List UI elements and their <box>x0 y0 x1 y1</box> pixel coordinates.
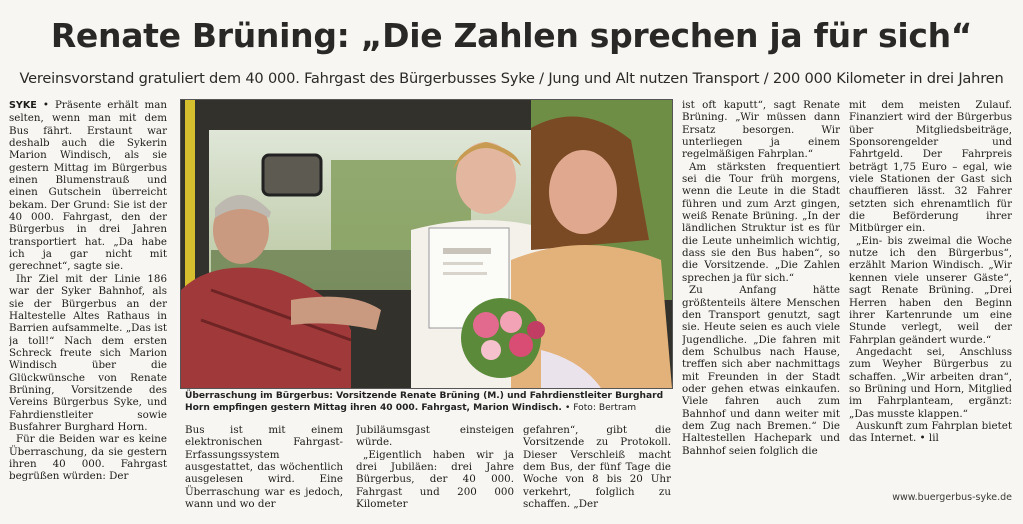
paragraph-text: Präsente erhält man selten, wenn man mit dem Bus fährt. Erstaunt war deshalb auch die Sykerin Marion Windisch, als sie gestern Mittag im Bürgerbus einen Blumenstrauß und einen Gutschein überreicht bekam. Der Grund: Sie ist der 40 000. Fahrgast, den der Bürgerbus in drei Jahren transportiert hat. „Da habe ich ja gar nicht mit gerechnet“, sagte sie. <box>9 99 167 273</box>
photo-caption <box>185 390 671 414</box>
article-paragraph: Auskunft zum Fahrplan bietet das Internet. • lil <box>849 419 1012 445</box>
article-paragraph: Ihr Ziel mit der Linie 186 war der Syker Bahnhof, als sie der Bürgerbus an der Haltestelle Altes Rathaus in Barrien aufsammelte. „Das ist ja toll!“ Nach dem ersten Schreck freute sich Marion Windisch über die Glückwünsche von Renate Brüning, Vorsitzende des Vereins Bürgerbus Syke, und Fahrdienstleiter sowie Busfahrer Burghard Horn. <box>9 272 167 433</box>
article-column-6 <box>849 99 1012 487</box>
bus-interior-photo <box>181 100 672 388</box>
article-paragraph: ist oft kaputt“, sagt Renate Brüning. „Wir müssen dann Ersatz besorgen. Wir unterliegen ja einem regelmäßigen Fahrplan.“ <box>682 99 840 161</box>
article-photo <box>180 99 673 389</box>
website-link[interactable]: www.buergerbus-syke.de <box>892 492 1012 503</box>
article-column-4 <box>523 424 671 514</box>
article-paragraph: Zu Anfang hätte größtenteils ältere Menschen den Transport genutzt, sagt sie. Heute seien es auch viele Jugendliche. „Die fahren mit dem Schulbus nach Hause, treffen sich aber nachmittags mit Freunden in der Stadt oder gehen etwas einkaufen. Viele fahren auch zum Bahnhof und dann weiter mit dem Zug nach Bremen.“ Die Haltestellen Hachepark und Bahnhof seien folglich die <box>682 284 840 457</box>
subheadline: Vereinsvorstand gratuliert dem 40 000. Fahrgast des Bürgerbusses Syke / Jung und Alt nutzen Transport / 200 000 Kilometer in drei Jahren <box>19 70 1004 87</box>
photo-credit: • Foto: Bertram <box>565 403 637 413</box>
dateline: SYKE <box>9 100 37 111</box>
article-paragraph: „Eigentlich haben wir ja drei Jubiläen: drei Jahre Bürgerbus, der 40 000. Fahrgast und 200 000 Kilometer <box>356 448 514 511</box>
article-column-2 <box>185 424 343 514</box>
article-paragraph: Am stärksten frequentiert sei die Tour früh morgens, wenn die Leute in die Stadt führen und zum Arzt gingen, weiß Renate Brüning. „In der ländlichen Struktur ist es für die Leute unheimlich wichtig, dass sie den Bus haben“, so die Vorsitzende. „Die Zahlen sprechen ja für sich.“ <box>682 160 840 284</box>
article-paragraph: Angedacht sei, Anschluss zum Weyher Bürgerbus zu schaffen. „Wir arbeiten dran“, so Brüning und Horn, Mitglied im Fahrplanteam, ergänzt: „Das musste klappen.“ <box>849 345 1012 420</box>
article-paragraph: „Ein- bis zweimal die Woche nutze ich den Bürgerbus“, erzählt Marion Windisch. „Wir kennen viele unserer Gäste“, sagt Renate Brüning. „Drei Herren haben den Beginn ihrer Kartenrunde um eine Stunde verlegt, weil der Fahrplan geändert wurde.“ <box>849 234 1012 346</box>
caption-text: Überraschung im Bürgerbus: Vorsitzende Renate Brüning (M.) und Fahrdienstleiter Burghard Horn empfingen gestern Mittag ihren 40 000. Fahrgast, Marion Windisch. <box>185 391 664 413</box>
article-paragraph: SYKE • Präsente erhält man selten, wenn man mit dem Bus fährt. Erstaunt war deshalb auch die Sykerin Marion Windisch, als sie gestern Mittag im Bürgerbus einen Blumenstrauß und einen Gutschein überreicht bekam. Der Grund: Sie ist der 40 000. Fahrgast, den der Bürgerbus in drei Jahren transportiert hat. „Da habe ich ja gar nicht mit gerechnet“, sagte sie. <box>9 99 167 273</box>
article-column-1 <box>9 99 167 509</box>
article-column-5 <box>682 99 840 511</box>
article-paragraph: gefahren“, gibt die Vorsitzende zu Protokoll. Dieser Verschleiß macht dem Bus, der fünf Tage die Woche von 8 bis 20 Uhr verkehrt, folglich zu schaffen. „Der <box>523 424 671 511</box>
article-paragraph: Bus ist mit einem elektronischen Fahrgast-Erfassungssystem ausgestattet, das wöchentlich ausgelesen wird. Eine Überraschung war es jedoch, wann und wo der <box>185 424 343 511</box>
article-paragraph: Für die Beiden war es keine Überraschung, da sie gestern ihren 40 000. Fahrgast begrüßen würden: Der <box>9 433 167 483</box>
article-column-3 <box>356 424 514 514</box>
article-paragraph: Jubiläumsgast einsteigen würde. <box>356 424 514 449</box>
headline: Renate Brüning: „Die Zahlen sprechen ja für sich“ <box>50 16 973 55</box>
article-paragraph: mit dem meisten Zulauf. Finanziert wird der Bürgerbus über Mitgliedsbeiträge, Sponsorengelder und Fahrtgeld. Der Fahrpreis beträgt 1,75 Euro – egal, wie viele Stationen der Gast sich chauffieren lässt. 32 Fahrer setzten sich ehrenamtlich für die Beförderung ihrer Mitbürger ein. <box>849 99 1012 235</box>
